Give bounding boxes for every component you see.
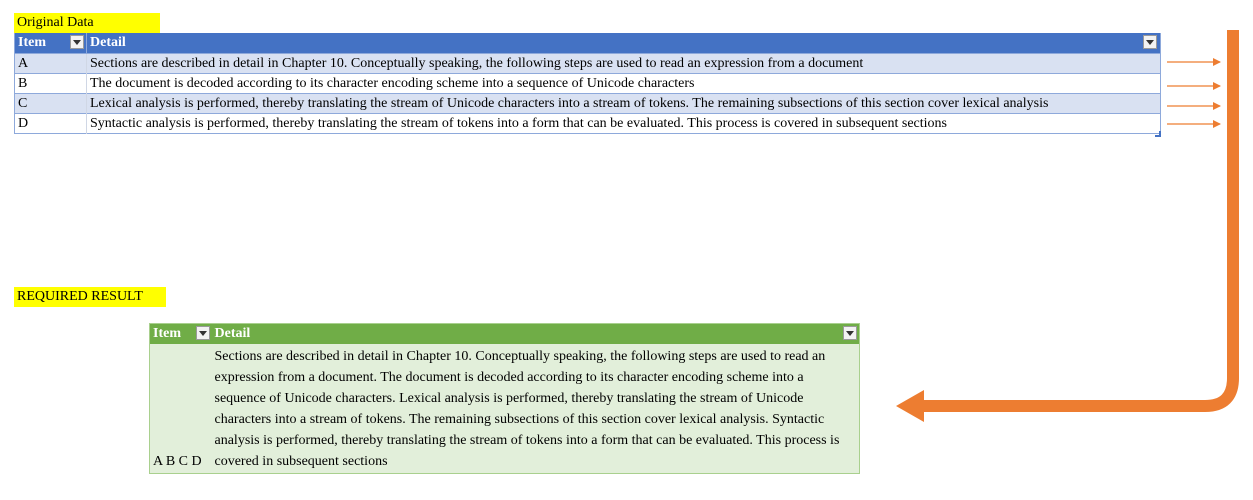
item-cell[interactable]: B <box>15 74 87 94</box>
required-result-label: REQUIRED RESULT <box>14 287 166 307</box>
table-row[interactable] <box>15 94 1161 114</box>
filter-dropdown-icon[interactable] <box>70 35 84 49</box>
original-header-detail-label: Detail <box>90 35 126 50</box>
original-header-row <box>15 33 1161 54</box>
detail-cell[interactable]: Sections are described in detail in Chapter 10. Conceptually speaking, the following steps are used to read an expression from a document. The document is decoded according to its character encoding scheme into a sequence of Unicode characters. Lexical analysis is performed, thereby translating the stream of Unicode characters into a stream of tokens. The remaining subsections of this section cover lexical analysis. Syntactic analysis is performed, thereby translating the stream of tokens into a form that can be evaluated. This process is covered in subsequent sections <box>212 344 860 474</box>
detail-cell[interactable]: Lexical analysis is performed, thereby translating the stream of Unicode characters into a stream of tokens. The remaining subsections of this section cover lexical analysis <box>87 94 1161 114</box>
item-cell[interactable]: A <box>15 54 87 74</box>
original-header-detail <box>87 33 1161 54</box>
result-header-detail-label: Detail <box>214 326 251 341</box>
original-header-item <box>15 33 87 54</box>
result-header-detail <box>212 324 860 345</box>
detail-cell[interactable]: The document is decoded according to its character encoding scheme into a sequence of Unicode characters <box>87 74 1161 94</box>
required-result-table <box>149 323 860 474</box>
table-row[interactable] <box>15 54 1161 74</box>
original-header-item-label: Item <box>18 35 46 50</box>
table-row[interactable] <box>150 344 860 474</box>
filter-dropdown-icon[interactable] <box>843 326 857 340</box>
item-cell[interactable]: A B C D <box>150 344 212 474</box>
item-cell[interactable]: C <box>15 94 87 114</box>
bent-arrow-head-icon <box>896 390 924 422</box>
detail-cell[interactable]: Sections are described in detail in Chapter 10. Conceptually speaking, the following steps are used to read an expression from a document <box>87 54 1161 74</box>
result-header-row <box>150 324 860 345</box>
filter-dropdown-icon[interactable] <box>196 326 210 340</box>
table-row[interactable] <box>15 114 1161 134</box>
detail-cell[interactable]: Syntactic analysis is performed, thereby translating the stream of tokens into a form that can be evaluated. This process is covered in subsequent sections <box>87 114 1161 134</box>
table-row[interactable] <box>15 74 1161 94</box>
item-cell[interactable]: D <box>15 114 87 134</box>
original-data-label: Original Data <box>14 13 160 33</box>
result-header-item-label: Item <box>153 326 181 341</box>
original-data-table <box>14 33 1161 134</box>
table-resize-handle[interactable] <box>1155 131 1161 137</box>
filter-dropdown-icon[interactable] <box>1143 35 1157 49</box>
result-header-item <box>150 324 212 345</box>
